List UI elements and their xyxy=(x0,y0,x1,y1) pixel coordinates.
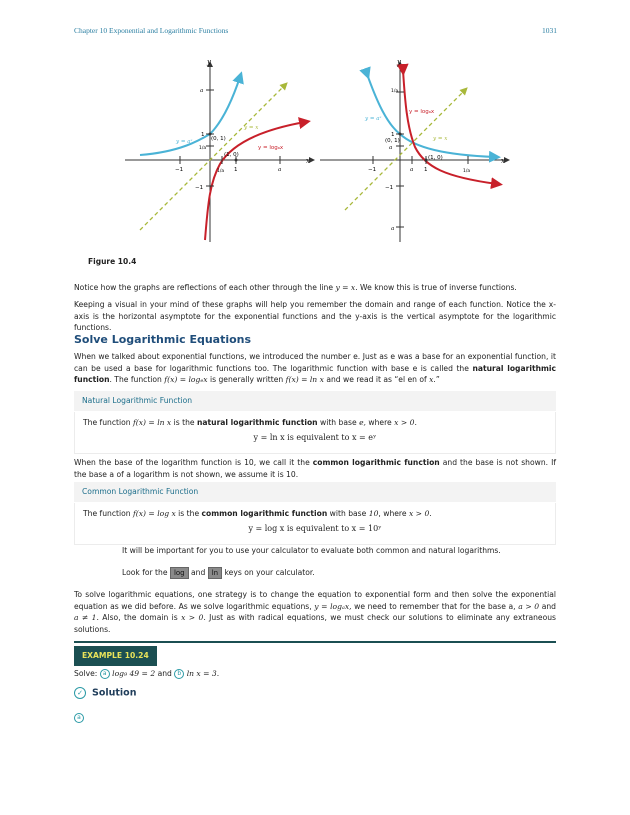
tick-neg1-y: −1 xyxy=(195,185,204,191)
example-header xyxy=(74,641,556,665)
box-definition: The function f(x) = ln x is the natural logarithmic function with base e, where x > 0. xyxy=(83,418,417,427)
exp-label: y = aˣ xyxy=(176,139,193,145)
common-log-definition-box xyxy=(74,482,556,544)
box-title: Natural Logarithmic Function xyxy=(74,391,556,412)
log-curve xyxy=(403,70,497,184)
tick-a-y: a xyxy=(389,145,393,151)
figure-left-graph xyxy=(120,52,320,247)
tick-inv-a-x: 1/a xyxy=(463,169,471,174)
tick-1-x: 1 xyxy=(424,167,428,173)
box-definition: The function f(x) = log x is the common logarithmic function with base 10, where x > 0. xyxy=(83,509,432,518)
line-label: y = x xyxy=(433,136,448,142)
log-label: y = logₐx xyxy=(258,145,284,151)
tick-a-x: a xyxy=(278,167,282,173)
exp-label: y = aˣ xyxy=(365,116,382,122)
page-number: 1031 xyxy=(542,26,557,35)
section-title: Solve Logarithmic Equations xyxy=(74,333,252,346)
page-header-chapter: Chapter 10 Exponential and Logarithmic Functions xyxy=(74,26,229,35)
line-y-equals-x xyxy=(140,85,285,230)
paragraph-asymptotes: Keeping a visual in your mind of these graphs will help you remember the domain and range of each function. Notice the x-axis is the horizontal asymptote for the exponential functions and the y-axis is the vertical asymptote for the logarithmic functions. xyxy=(74,300,556,333)
paragraph-solve-strategy: To solve logarithmic equations, one strategy is to change the equation to exponential form and then solve the exponential equation as we did before. As we solve logarithmic equations, y = logₐx, we need to remember that for the base a, a > 0 and a ≠ 1. Also, the domain is x > 0. Just as with radical equations, we must check our solutions to eliminate any extraneous solutions. xyxy=(74,590,557,634)
paragraph-reflection: Notice how the graphs are reflections of each other through the line y = x. We know this is true of inverse functions. xyxy=(74,283,517,292)
x-axis-label: x xyxy=(306,157,310,165)
box-equivalence: y = log x is equivalent to x = 10ʸ xyxy=(248,524,382,533)
tick-a-y-bottom: a xyxy=(391,226,395,232)
tick-a-x: a xyxy=(410,167,414,173)
point-1-0 xyxy=(425,159,428,162)
calculator-note: It will be important for you to use your calculator to evaluate both common and natural logarithms. xyxy=(122,546,501,555)
calculator-keys-note: Look for the log and ln keys on your calculator. xyxy=(122,568,315,577)
point-1-0-label: (1, 0) xyxy=(224,152,239,158)
box-title: Common Logarithmic Function xyxy=(74,482,556,503)
tick-neg1-x: −1 xyxy=(175,167,184,173)
figure-caption: Figure 10.4 xyxy=(88,257,137,266)
point-1-0 xyxy=(235,159,238,162)
solution-part-a xyxy=(74,707,84,726)
point-0-1-label: (0, 1) xyxy=(385,138,400,144)
log-key: log xyxy=(170,567,189,579)
circle-a-icon: a xyxy=(74,713,84,723)
point-0-1 xyxy=(399,133,402,136)
solution-heading: ✓ Solution xyxy=(74,687,136,699)
y-axis-label: y xyxy=(397,58,401,66)
log-label: y = logₐx xyxy=(409,109,435,115)
ln-key: ln xyxy=(208,567,222,579)
example-problem: Solve: a log₉ 49 = 2 and b ln x = 3. xyxy=(74,669,220,678)
line-label: y = x xyxy=(244,125,259,131)
example-tag: EXAMPLE 10.24 xyxy=(74,646,157,666)
tick-inv-a-x: 1/a xyxy=(217,169,225,174)
paragraph-natural-log: When we talked about exponential functions, we introduced the number e. Just as e was a base for an exponential function, it can be used a base for logarithmic functions too. The logarithmic function with base e is called the natural logarithmic function. The function f(x) = logₑx is generally written f(x) = ln x and we read it as “el en of x.” xyxy=(74,352,557,385)
x-axis-label: x xyxy=(501,157,505,165)
exp-curve xyxy=(367,74,495,157)
box-equivalence: y = ln x is equivalent to x = eʸ xyxy=(253,433,377,442)
tick-1-y: 1 xyxy=(201,132,205,138)
point-1-0-label: (1, 0) xyxy=(428,155,443,161)
tick-a-y: a xyxy=(200,88,204,94)
figure-right-graph xyxy=(315,52,515,247)
tick-neg1-x: −1 xyxy=(368,167,377,173)
point-0-1-label: (0, 1) xyxy=(211,136,226,142)
tick-inv-a-y-top: 1/a xyxy=(391,89,399,94)
circle-a-icon: a xyxy=(100,669,110,679)
tick-1-y: 1 xyxy=(391,132,395,138)
circle-b-icon: b xyxy=(174,669,184,679)
point-0-1 xyxy=(209,133,212,136)
line-y-equals-x xyxy=(345,90,465,210)
tick-inv-a-y: 1/a xyxy=(199,146,207,151)
check-circle-icon: ✓ xyxy=(74,687,86,699)
tick-neg1-y: −1 xyxy=(385,185,394,191)
tick-1-x: 1 xyxy=(234,167,238,173)
y-axis-label: y xyxy=(207,58,211,66)
paragraph-common-log: When the base of the logarithm function is 10, we call it the common logarithmic function and the base is not shown. If the base a of a logarithm is not shown, we assume it is 10. xyxy=(74,458,556,479)
natural-log-definition-box xyxy=(74,391,556,453)
